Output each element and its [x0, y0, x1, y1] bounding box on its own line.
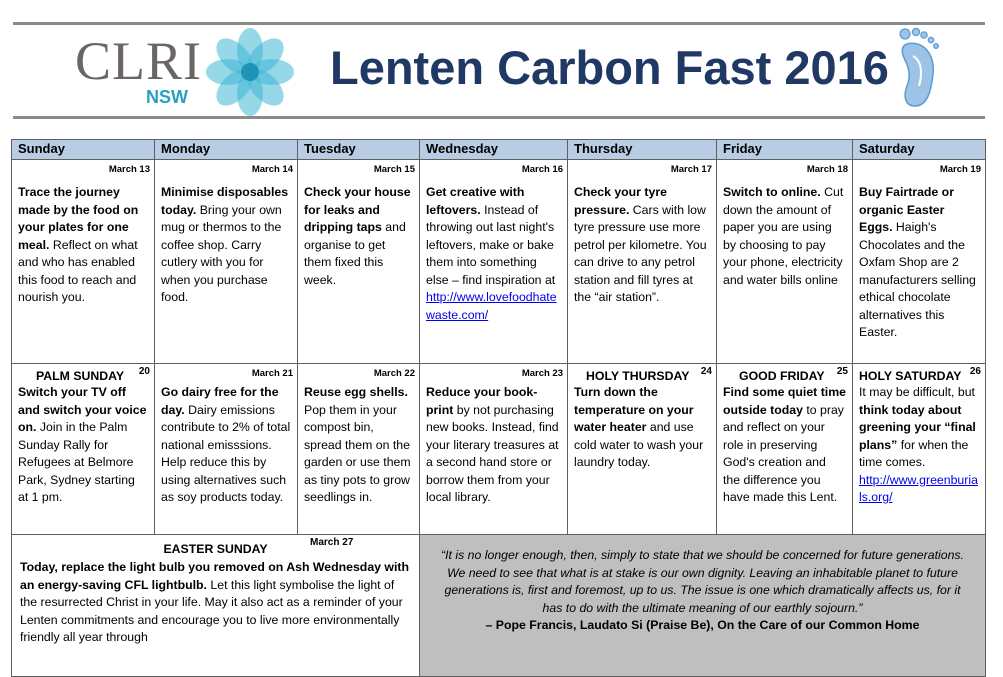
cell-text: by not purchasing new books. Instead, find your literary treasures at a second hand store or borrow them from your local library.: [426, 402, 559, 504]
cell-date: March 18: [806, 164, 848, 175]
page-title: Lenten Carbon Fast 2016: [330, 41, 889, 94]
cell-action: Reduce your book-print: [426, 385, 538, 417]
cell-text: to pray and reflect on your role in preserving God's creation and the difference you have made this Lent.: [723, 402, 844, 504]
calendar-table: [11, 139, 986, 677]
calendar-cell: [568, 364, 717, 535]
calendar-cell: [420, 160, 568, 364]
cell-date: March 13: [108, 164, 150, 175]
cell-text: It may be difficult, but: [859, 385, 975, 399]
easter-sunday-cell: [12, 535, 420, 677]
holiday-heading: HOLY THURSDAY 24: [574, 368, 710, 384]
cell-action: Switch your TV off and switch your voice on.: [18, 385, 147, 434]
holiday-heading: GOOD FRIDAY 25: [723, 368, 846, 384]
day-header-sunday: Sunday: [12, 140, 155, 160]
flower-logo-icon: [204, 26, 296, 118]
cell-text: Instead of throwing out last night's leftovers, make or bake them into something else – find inspiration at: [426, 202, 556, 287]
easter-text: Let this light symbolise the light of the resurrected Christ in your life. May it also act as a reminder of your Lenten commitments and encourage you to live more environmentally friendly all year through: [20, 577, 403, 644]
cell-action: Check your house for leaks and dripping taps: [304, 185, 411, 234]
footprint-icon: [893, 26, 949, 110]
cell-date: March 15: [373, 164, 415, 175]
cell-action: Turn down the temperature on your water heater: [574, 385, 694, 434]
calendar-cell: [853, 364, 986, 535]
cell-text: Join in the Palm Sunday Rally for Refugees at Belmore Park, Sydney starting at 1 pm.: [18, 420, 135, 504]
holiday-heading: HOLY SATURDAY 26: [859, 368, 979, 384]
cell-date: March 21: [251, 368, 293, 379]
calendar-cell: [155, 364, 298, 535]
calendar-cell: [568, 160, 717, 364]
holiday-date-num: 24: [700, 366, 712, 377]
cell-date: March 22: [373, 368, 415, 379]
calendar-cell: [12, 364, 155, 535]
holiday-date-num: 25: [836, 366, 848, 377]
cell-text: for when the time comes.: [859, 437, 969, 469]
cell-date: March 23: [521, 368, 563, 379]
cell-text: and use cold water to wash your laundry today.: [574, 420, 704, 469]
holiday-date-num: 26: [969, 366, 981, 377]
cell-text: Cut down the amount of paper you are using by choosing to pay your phone, electricity and water bills online: [723, 185, 844, 287]
clri-logo-text: CLRI: [75, 31, 203, 91]
cell-text: Dairy emissions contribute to 2% of total national emisssions. Help reduce this by using alternatives such as soy products today.: [161, 402, 291, 504]
day-header-friday: Friday: [717, 140, 853, 160]
lovefood-link[interactable]: http://www.lovefoodhatewaste.com/: [426, 290, 557, 322]
cell-action: Check your tyre pressure.: [574, 185, 667, 217]
holiday-heading: PALM SUNDAY 20: [18, 368, 148, 384]
cell-text: Pop them in your compost bin, spread them on the garden or use them as tiny pots to grow seedlings in.: [304, 402, 411, 504]
clri-logo-subtext: NSW: [146, 87, 188, 107]
calendar-cell: [12, 160, 155, 364]
cell-action: Trace the journey made by the food on your plates for one meal.: [18, 185, 139, 252]
quote-source: – Pope Francis, Laudato Si (Praise Be), On the Care of our Common Home: [485, 618, 920, 632]
cell-action: think today about greening your “final plans”: [859, 402, 976, 452]
cell-action: Get creative with leftovers.: [426, 185, 525, 217]
calendar-cell: [155, 160, 298, 364]
calendar-cell: [717, 160, 853, 364]
top-rule: [13, 22, 985, 25]
cell-date: March 14: [251, 164, 293, 175]
day-header-thursday: Thursday: [568, 140, 717, 160]
cell-date: March 19: [939, 164, 981, 175]
day-header-tuesday: Tuesday: [298, 140, 420, 160]
cell-text: Reflect on what and who has enabled this food to reach and nourish you.: [18, 237, 138, 304]
calendar-cell: [853, 160, 986, 364]
easter-date: March 27: [310, 537, 354, 548]
cell-date: March 17: [670, 164, 712, 175]
cell-date: March 16: [521, 164, 563, 175]
bottom-rule: [13, 116, 985, 119]
day-header-monday: Monday: [155, 140, 298, 160]
cell-text: Cars with low tyre pressure use more petrol per kilometre. You can drive to any petrol station and fill tyres at the “air station”.: [574, 202, 707, 304]
calendar-cell: [420, 364, 568, 535]
quote-text: “It is no longer enough, then, simply to state that we should be concerned for future generations. We need to see that what is at stake is our own dignity. Leaving an inhabitable planet to future generations is, first and foremost, up to us. The issue is one which dramatically affects us, for it has to do with the ultimate meaning of our earthly sojourn.”: [441, 548, 964, 615]
quote-cell: [420, 535, 986, 677]
cell-text: and organise to get them fixed this week.: [304, 220, 406, 287]
holiday-heading: EASTER SUNDAY March 27: [20, 539, 411, 559]
cell-action: Switch to online.: [723, 185, 821, 199]
cell-action: Find some quiet time outside today: [723, 385, 846, 417]
greenburials-link[interactable]: http://www.greenburials.org/: [859, 472, 978, 504]
calendar-cell: [717, 364, 853, 535]
cell-action: Go dairy free for the day.: [161, 385, 279, 417]
cell-action: Reuse egg shells.: [304, 385, 408, 399]
day-header-saturday: Saturday: [853, 140, 986, 160]
cell-text: Haigh's Chocolates and the Oxfam Shop are 2 manufacturers selling ethical chocolate alternatives this Easter.: [859, 220, 976, 339]
cell-text: Bring your own mug or thermos to the coffee shop. Carry cutlery with you for when you purchase food.: [161, 202, 282, 304]
easter-action: Today, replace the light bulb you removed on Ash Wednesday with an energy-saving CFL lightbulb.: [20, 560, 410, 592]
holiday-date-num: 20: [138, 366, 150, 377]
day-header-wednesday: Wednesday: [420, 140, 568, 160]
calendar-cell: [298, 160, 420, 364]
cell-action: Minimise disposables today.: [161, 185, 289, 217]
calendar-cell: [298, 364, 420, 535]
cell-action: Buy Fairtrade or organic Easter Eggs.: [859, 185, 954, 234]
